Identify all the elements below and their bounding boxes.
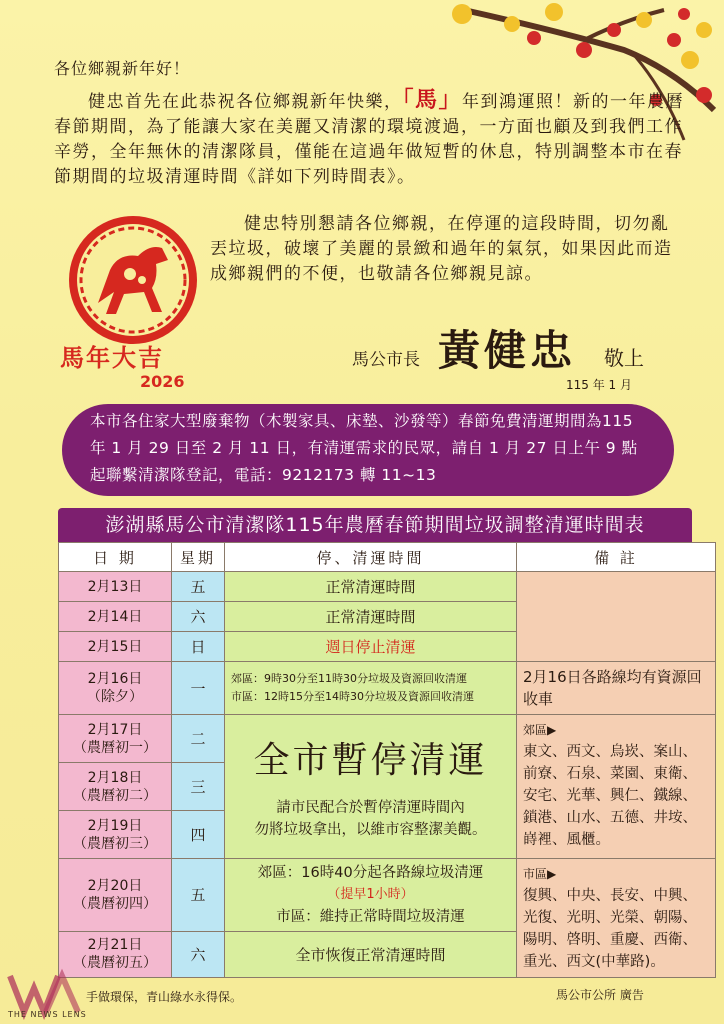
row-time: 週日停止清運 [225, 632, 517, 662]
row-date-sub: （除夕） [87, 689, 143, 705]
greeting: 各位鄉親新年好！ [54, 59, 191, 78]
row-weekday: 三 [172, 763, 225, 811]
signer-title: 馬公市長 [352, 350, 420, 370]
row-date-sub: （農曆初四） [73, 895, 157, 912]
p1-text-a: 健忠首先在此恭祝各位鄉親新年快樂， [88, 92, 403, 112]
row-weekday: 五 [172, 572, 225, 602]
letter-paragraph-2: 健忠特別懇請各位鄉親，在停運的這段時間，切勿亂丟垃圾，破壞了美麗的景緻和過年的氣氛，如果因此而造成鄉親們的不便，也敬請各位鄉親見諒。 [210, 214, 673, 284]
row-date-main: 2月18日 [87, 769, 143, 786]
row-date-main: 2月16日 [87, 671, 143, 687]
row-date [59, 859, 172, 932]
seal-text: 馬年大吉 [60, 343, 164, 372]
table-row [59, 662, 716, 715]
row-date-main: 2月20日 [87, 877, 143, 894]
table-row [59, 572, 716, 602]
row-date: 2月15日 [59, 632, 172, 662]
signoff: 敬上 [604, 346, 645, 370]
seal-year: 2026 [140, 372, 185, 391]
suspend-headline: 全市暫停清運 [253, 740, 488, 781]
horse-papercut-seal [58, 208, 208, 398]
row-note: 2月16日各路線均有資源回收車 [517, 662, 716, 715]
row-date-sub: （農曆初三） [73, 835, 157, 852]
row-date: 2月13日 [59, 572, 172, 602]
note-city-list: 復興、中央、長安、中興、光復、光明、光榮、朝陽、陽明、啓明、重慶、西衛、重光、西文(中華路)。 [523, 888, 697, 970]
row-time: 正常清運時間 [225, 602, 517, 632]
row-date [59, 811, 172, 859]
row-date-main: 2月17日 [87, 721, 143, 738]
table-row [59, 715, 716, 763]
row-time: 全市恢復正常清運時間 [225, 931, 517, 977]
horse-highlight: 「馬」 [402, 87, 463, 113]
signer-name: 黃健忠 [438, 326, 577, 375]
row-time-city: 市區：12時15分至14時30分垃圾及資源回收清運 [231, 690, 474, 703]
signature-block [352, 318, 644, 378]
row-time-city: 市區：維持正常時間垃圾清運 [276, 908, 465, 925]
row-weekday: 一 [172, 662, 225, 715]
row-weekday: 日 [172, 632, 225, 662]
letter-paragraph-1 [54, 88, 684, 190]
row-weekday: 六 [172, 602, 225, 632]
row-date-sub: （農曆初五） [73, 955, 157, 972]
row-date-sub: （農曆初一） [73, 739, 157, 756]
header-date: 日 期 [59, 543, 172, 572]
suspend-cell [225, 715, 517, 859]
letter-date: 115 年 1 月 [566, 378, 632, 392]
note-suburb-list: 東文、西文、烏崁、案山、前寮、石泉、菜園、東衛、安宅、光華、興仁、鐵線、鎖港、山水、五德、井垵、嵵裡、風櫃。 [523, 744, 697, 848]
schedule-grid [58, 542, 716, 978]
note-suburb-head: 郊區▶ [523, 723, 557, 737]
row-weekday: 五 [172, 859, 225, 932]
bulky-waste-notice: 本市各住家大型廢棄物（木製家具、床墊、沙發等）春節免費清運期間為115 年 1 月 29 日至 2 月 11 日，有清運需求的民眾，請自 1 月 27 日上午 9 點起聯繫清潔隊登記，電話：9212173 轉 11~13 [62, 404, 674, 496]
row-weekday: 四 [172, 811, 225, 859]
row-time-early: （提早1小時） [327, 886, 414, 902]
footer-slogan: 手做環保，青山綠水永得保。 [86, 990, 243, 1004]
row-date-main: 2月21日 [87, 937, 143, 954]
row-weekday: 六 [172, 931, 225, 977]
row-date-sub: （農曆初二） [73, 787, 157, 804]
row-time [225, 859, 517, 932]
footer-advertiser: 馬公市公所 廣告 [556, 988, 644, 1002]
row-time: 正常清運時間 [225, 572, 517, 602]
horse-papercut-icon [58, 208, 208, 358]
row-weekday: 二 [172, 715, 225, 763]
row-date [59, 763, 172, 811]
note-city-head: 市區▶ [523, 867, 557, 881]
row-date [59, 715, 172, 763]
watermark-text: THE NEWS LENS [8, 1010, 87, 1019]
note-city [517, 859, 716, 978]
table-row [59, 859, 716, 932]
row-date [59, 662, 172, 715]
header-note: 備 註 [517, 543, 716, 572]
suspend-line-2: 勿將垃圾拿出，以維市容整潔美觀。 [254, 822, 487, 838]
suspend-line-1: 請市民配合於暫停清運時間內 [276, 800, 465, 816]
row-time-suburb: 郊區：16時40分起各路線垃圾清運 [257, 864, 484, 881]
schedule-table [34, 508, 702, 978]
row-date: 2月14日 [59, 602, 172, 632]
header-weekday: 星期 [172, 543, 225, 572]
row-time-suburb: 郊區：9時30分至11時30分垃圾及資源回收清運 [231, 672, 467, 685]
header-time: 停、清運時間 [225, 543, 517, 572]
row-note-empty [517, 572, 716, 662]
row-time [225, 662, 517, 715]
row-date-main: 2月19日 [87, 817, 143, 834]
note-suburb [517, 715, 716, 859]
p1-text-b: 年到鴻運照！新的一年農曆春節期間，為了能讓大家在美麗又清潔的環境渡過，一方面也顧及到我們工作辛勞，全年無休的清潔隊員，僅能在這過年做短暫的休息，特別調整本市在春節期間的垃圾清運時間《詳如下列時間表》。 [54, 92, 685, 187]
table-title: 澎湖縣馬公市清潔隊115年農曆春節期間垃圾調整清運時間表 [58, 508, 692, 542]
